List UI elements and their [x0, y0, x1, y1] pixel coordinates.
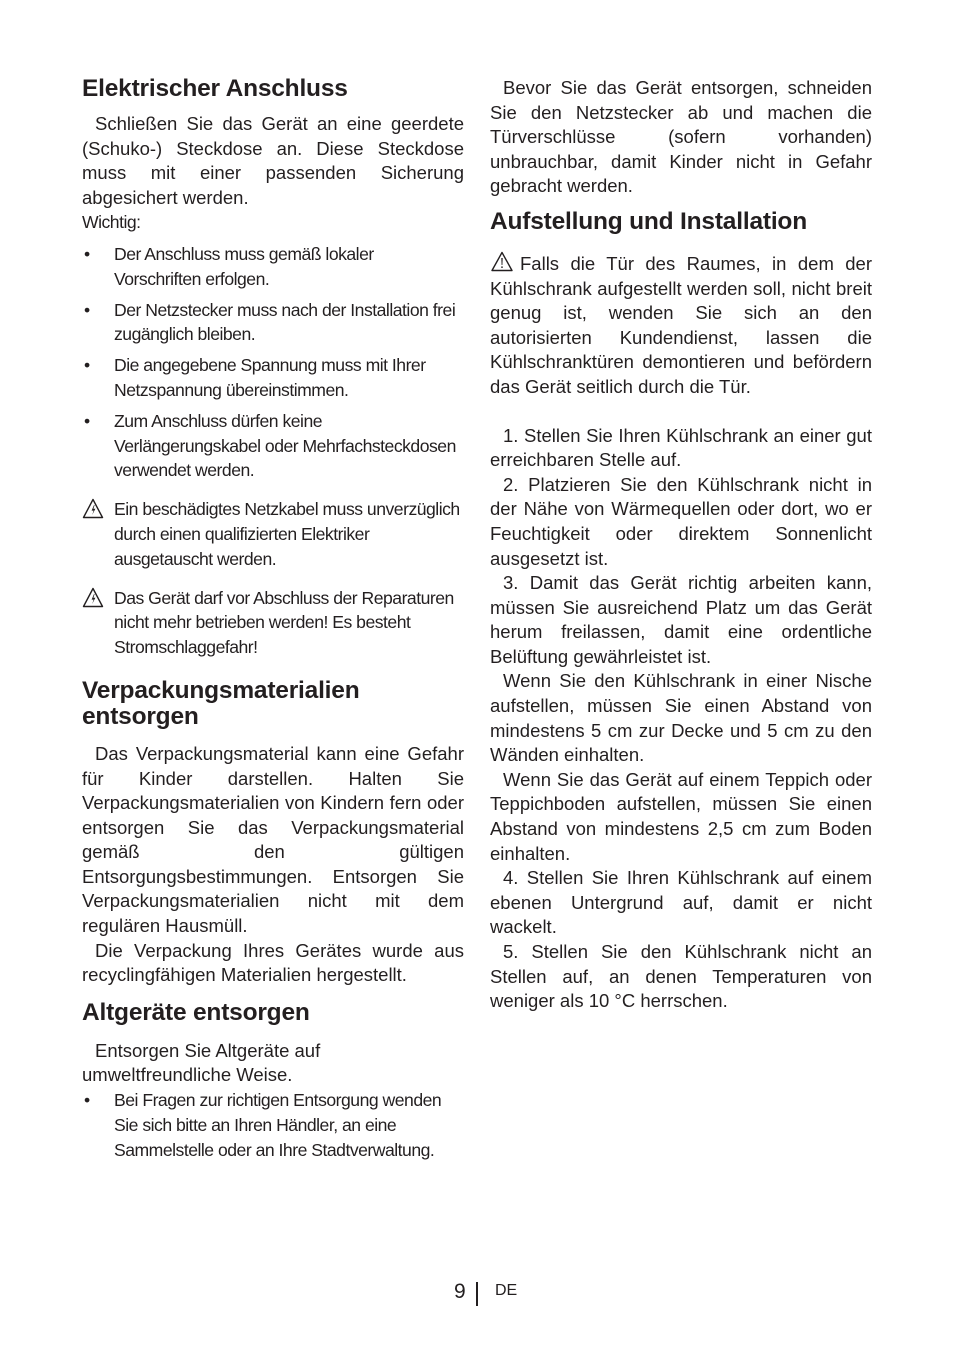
- heading-setup-installation: Aufstellung und Installation: [490, 207, 807, 235]
- heading-electrical-connection: Elektrischer Anschluss: [82, 75, 348, 102]
- packaging-paragraph-2: Die Verpackung Ihres Gerätes wurde aus recyclingfähigen Materialien hergestellt.: [82, 939, 464, 986]
- list-item: • Der Anschluss muss gemäß lokaler Vorschriften erfolgen.: [84, 243, 374, 289]
- list-item: • Zum Anschluss dürfen keine Verlängerungskabel oder Mehrfachsteckdosen verwendet werden.: [84, 410, 456, 481]
- bullet-icon: •: [84, 243, 90, 264]
- list-item: • Der Netzstecker muss nach der Installation frei zugänglich bleiben.: [84, 299, 456, 345]
- warning-electric-shock: Das Gerät darf vor Abschluss der Reparaturen nicht mehr betrieben werden! Es besteht Stromschlaggefahr!: [82, 586, 464, 660]
- setup-step: Wenn Sie den Kühlschrank in einer Nische aufstellen, müssen Sie einen Abstand von mindestens 5 cm zur Decke und 5 cm zu den Wänden einhalten.: [490, 670, 872, 766]
- heading-old-appliance-disposal: Altgeräte entsorgen: [82, 998, 310, 1026]
- heading-packaging-disposal: Verpackungsmaterialien entsorgen: [82, 676, 360, 730]
- left-column: [82, 76, 464, 1162]
- bullet-icon: •: [84, 299, 90, 320]
- old-appliance-bullet-list: [82, 1088, 464, 1162]
- warning-triangle-icon: [82, 587, 104, 608]
- bullet-icon: •: [84, 355, 90, 376]
- setup-step: 3. Damit das Gerät richtig arbeiten kann, müssen Sie ausreichend Platz um das Gerät herum freilassen, damit eine ordentliche Belüftung gewährleistet ist.: [490, 572, 872, 667]
- old-appliance-paragraph: Entsorgen Sie Altgeräte auf umweltfreundliche Weise.: [82, 1039, 321, 1086]
- right-column: [490, 76, 872, 1014]
- warning-triangle-icon: [82, 498, 104, 519]
- setup-step: 5. Stellen Sie den Kühlschrank nicht an Stellen auf, an denen Temperaturen von weniger als 10 °C herrschen.: [490, 941, 872, 1012]
- warning-damaged-cable: Ein beschädigtes Netzkabel muss unverzüglich durch einen qualifizierten Elektriker ausgetauscht werden.: [82, 497, 464, 571]
- setup-step: Wenn Sie das Gerät auf einem Teppich oder Teppichboden aufstellen, müssen Sie einen Abstand von mindestens 2,5 cm zum Boden einhalten.: [490, 768, 872, 864]
- setup-step: 4. Stellen Sie Ihren Kühlschrank auf einem ebenen Untergrund auf, damit er nicht wackelt.: [490, 867, 872, 938]
- electrical-bullet-list: [82, 242, 464, 483]
- important-label: Wichtig:: [82, 212, 141, 233]
- packaging-paragraph-1: Das Verpackungsmaterial kann eine Gefahr für Kinder darstellen. Halten Sie Verpackungsmaterialien von Kindern fern oder entsorgen Sie das Verpackungsmaterial gemäß den gültigen Entsorgungsbestimmungen. Entsorgen Sie Verpackungsmaterialien nicht mit dem regulären Hausmüll.: [82, 742, 464, 937]
- list-item: • Bei Fragen zur richtigen Entsorgung wenden Sie sich bitte an Ihren Händler, an eine Sammelstelle oder an Ihre Stadtverwaltung.: [84, 1090, 442, 1160]
- electrical-intro: Schließen Sie das Gerät an eine geerdete (Schuko-) Steckdose an. Diese Steckdose muss mit einer passenden Sicherung abgesichert werden.: [82, 113, 464, 208]
- setup-step: 2. Platzieren Sie den Kühlschrank nicht in der Nähe von Wärmequellen oder dort, wo er Feuchtigkeit oder direktem Sonnenlicht ausgesetzt ist.: [490, 473, 872, 569]
- warning-triangle-icon: [490, 251, 514, 272]
- disposal-intro: Bevor Sie das Gerät entsorgen, schneiden Sie den Netzstecker ab und machen die Türverschlüsse (sofern vorhanden) unbrauchbar, damit Kinder nicht in Gefahr gebracht werden.: [490, 77, 872, 197]
- bullet-icon: •: [84, 410, 90, 431]
- bullet-icon: •: [84, 1090, 90, 1111]
- language-code: DE: [495, 1282, 518, 1299]
- setup-step: 1. Stellen Sie Ihren Kühlschrank an einer gut erreichbaren Stelle auf.: [490, 424, 872, 471]
- list-item: • Die angegebene Spannung muss mit Ihrer Netzspannung übereinstimmen.: [84, 355, 426, 400]
- setup-warning: Falls die Tür des Raumes, in dem der Kühlschrank aufgestellt werden soll, nicht breit genug ist, wenden Sie sich an den autorisierten Kundendienst, lassen die Kühlschranktüren demontieren und befördern das Gerät seitlich durch die Tür.: [490, 252, 872, 397]
- footer-divider: [476, 1282, 478, 1306]
- page-number: 9: [454, 1280, 466, 1303]
